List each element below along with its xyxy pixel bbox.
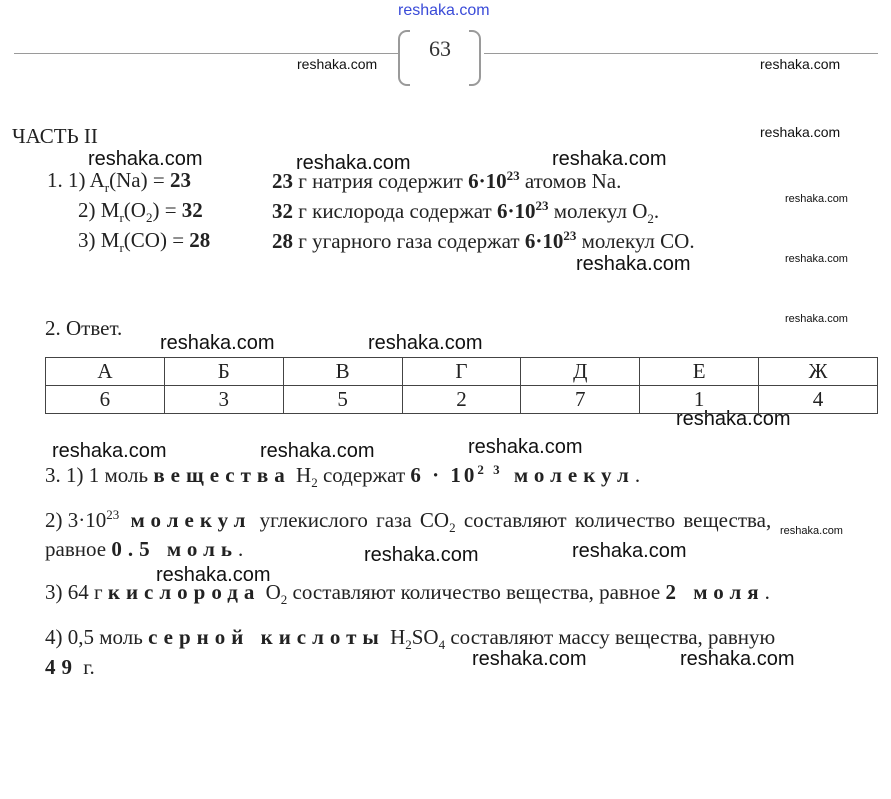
table-cell: 5 (283, 386, 402, 414)
watermark: reshaka.com (572, 540, 687, 562)
task3-line4b: 49 г. (45, 655, 95, 679)
watermark: reshaka.com (472, 648, 587, 670)
watermark: reshaka.com (785, 193, 848, 205)
watermark: reshaka.com (296, 152, 411, 174)
watermark: reshaka.com (780, 525, 843, 537)
watermark: reshaka.com (468, 436, 583, 458)
task1-item1-left: 1. 1) $A_r(Na) = 23$ (47, 168, 191, 196)
watermark: reshaka.com (260, 440, 375, 462)
part-title: ЧАСТЬ II (12, 124, 98, 148)
watermark: reshaka.com (160, 332, 275, 354)
page-number: 63 (429, 36, 451, 61)
header-rule-left (14, 53, 398, 54)
page-bracket-right (469, 30, 481, 86)
watermark: reshaka.com (297, 56, 378, 72)
task3-line1: 3. 1) 1 моль вещества $H_2$ содержат $6 \cdot 10^{2 3}$ молекул. (45, 462, 641, 491)
table-row (46, 386, 878, 414)
watermark: reshaka.com (676, 408, 791, 430)
task3-line2: 2) $3\cdot 10^{23}$ молекул углекислого газа $CO_2$ составляют количество вещества, (45, 507, 772, 536)
table-cell: 2 (402, 386, 521, 414)
table-row (46, 358, 878, 386)
task1-item3-right: 28 г угарного газа содержат $6\cdot 10^{23}$ молекул CO. (272, 228, 695, 253)
watermark: reshaka.com (760, 56, 841, 72)
table-header-cell: Ж (759, 358, 878, 386)
watermark: reshaka.com (156, 564, 271, 586)
table-header-cell: Г (402, 358, 521, 386)
watermark: reshaka.com (760, 124, 841, 140)
task3-line2b: равное 0.5 моль. (45, 537, 244, 561)
task1-item1-right: 23 г натрия содержит $6\cdot 10^{23}$ атомов Na. (272, 168, 622, 193)
header-rule-right (484, 53, 878, 54)
watermark: reshaka.com (680, 648, 795, 670)
task1-item2-right: 32 г кислорода содержат $6\cdot 10^{23}$ молекул $O_2$. (272, 198, 660, 227)
table-header-cell: Д (521, 358, 640, 386)
watermark: reshaka.com (552, 148, 667, 170)
table-cell: 7 (521, 386, 640, 414)
table-cell: 4 (759, 386, 878, 414)
table-cell: 6 (46, 386, 165, 414)
task3-line4: 4) 0,5 моль серной кислоты $H_2SO_4$ составляют массу вещества, равную (45, 625, 776, 653)
table-cell: 3 (164, 386, 283, 414)
table-header-cell: Е (640, 358, 759, 386)
page-bracket-left (398, 30, 410, 86)
answer-table (45, 357, 878, 414)
table-header-cell: Б (164, 358, 283, 386)
table-header-cell: В (283, 358, 402, 386)
top-watermark: reshaka.com (398, 2, 490, 19)
task2-label: 2. Ответ. (45, 316, 123, 340)
watermark: reshaka.com (364, 544, 479, 566)
watermark: reshaka.com (88, 148, 203, 170)
table-cell: 1 (640, 386, 759, 414)
task1-item2-left: 2) $M_r(O_2) = 32$ (78, 198, 203, 226)
watermark: reshaka.com (785, 313, 848, 325)
task3-line3: 3) 64 г кислорода $O_2$ составляют количество вещества, равное 2 моля. (45, 580, 770, 608)
watermark: reshaka.com (785, 253, 848, 265)
task1-item3-left: 3) $M_r(CO) = 28$ (78, 228, 211, 256)
table-header-cell: А (46, 358, 165, 386)
watermark: reshaka.com (576, 253, 691, 275)
watermark: reshaka.com (368, 332, 483, 354)
watermark: reshaka.com (52, 440, 167, 462)
